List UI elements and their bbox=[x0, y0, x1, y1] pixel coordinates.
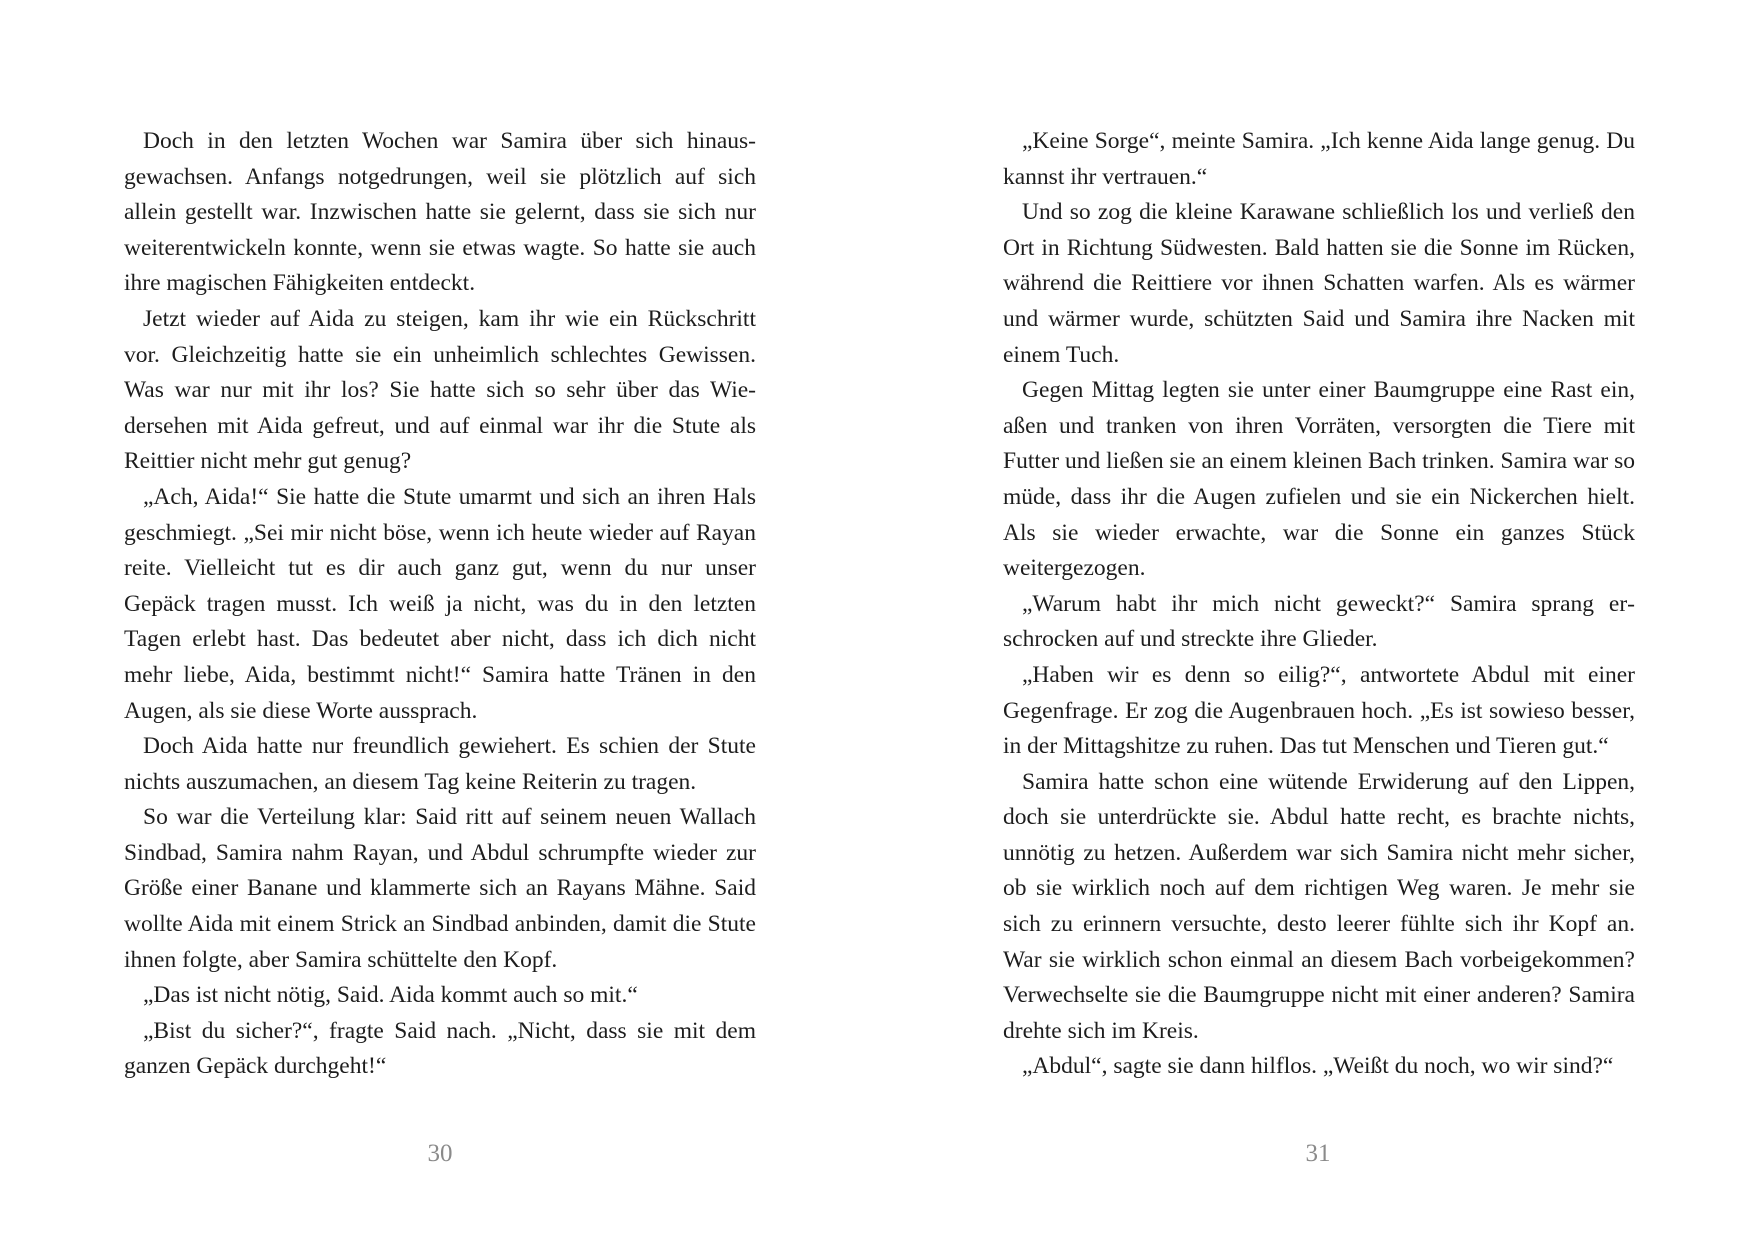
left-paragraph-7: „Bist du sicher?“, fragte Said nach. „Nicht, dass sie mit dem ganzen Gepäck durchgeht!“ bbox=[124, 1017, 756, 1080]
right-page bbox=[1003, 124, 1635, 1085]
left-paragraph-6: „Das ist nicht nötig, Said. Aida kommt auch so mit.“ bbox=[143, 982, 638, 1009]
right-paragraph-4: „Warum habt ihr mich nicht geweckt?“ Samira sprang erschrocken auf und streckte ihre Glieder. bbox=[1003, 590, 1635, 653]
page-number-right: 31 bbox=[1305, 1140, 1331, 1167]
left-paragraph-1: Doch in den letzten Wochen war Samira über sich hinausgewachsen. Anfangs notgedrungen, weil sie plötzlich auf sich allein gestellt war. Inzwischen hatte sie gelernt, dass sie sich nur weiterentwickeln konnte, wenn sie etwas wagte. So hatte sie auch ihre magischen Fähigkeiten entdeckt. bbox=[124, 128, 756, 297]
right-paragraph-7: „Abdul“, sagte sie dann hilflos. „Weißt du noch, wo wir sind?“ bbox=[1022, 1053, 1614, 1080]
left-paragraph-3: „Ach, Aida!“ Sie hatte die Stute umarmt und sich an ihren Hals geschmiegt. „Sei mir nicht böse, wenn ich heute wieder auf Rayan reite. Vielleicht tut es dir auch ganz gut, wenn du nur unser Gepäck tragen musst. Ich weiß ja nicht, was du in den letzten Tagen erlebt hast. Das bedeutet aber nicht, dass ich dich nicht mehr liebe, Aida, bestimmt nicht!“ Samira hatte Tränen in den Augen, als sie diese Worte aussprach. bbox=[124, 483, 756, 724]
right-paragraph-6: Samira hatte schon eine wütende Erwiderung auf den Lippen, doch sie unterdrückte sie. Abdul hatte recht, es brachte nichts, unnötig zu hetzen. Außerdem war sich Samira nicht mehr sicher, ob sie wirklich noch auf dem richtigen Weg waren. Je mehr sie sich zu erinnern versuchte, desto leerer fühlte sich ihr Kopf an. War sie wirklich schon einmal an diesem Bach vorbeigekommen? Verwechselte sie die Baumgruppe nicht mit einer anderen? Samira drehte sich im Kreis. bbox=[1003, 768, 1635, 1044]
right-paragraph-3: Gegen Mittag legten sie unter einer Baumgruppe eine Rast ein, aßen und tranken von ihren Vorräten, versorgten die Tiere mit Futter und ließen sie an einem kleinen Bach trinken. Samira war so müde, dass ihr die Augen zufielen und sie ein Nickerchen hielt. Als sie wieder erwachte, war die Sonne ein ganzes Stück weitergezogen. bbox=[1003, 377, 1635, 582]
left-paragraph-5: So war die Verteilung klar: Said ritt auf seinem neuen Wallach Sindbad, Samira nahm Rayan, und Abdul schrumpfte wieder zur Größe einer Banane und klammerte sich an Rayans Mähne. Said wollte Aida mit einem Strick an Sindbad anbinden, damit die Stute ihnen folgte, aber Samira schüttelte den Kopf. bbox=[124, 804, 756, 973]
page-number-left: 30 bbox=[427, 1140, 453, 1167]
left-paragraph-4: Doch Aida hatte nur freundlich gewiehert. Es schien der Stute nichts auszumachen, an diesem Tag keine Reiterin zu tragen. bbox=[124, 733, 756, 795]
right-paragraph-5: „Haben wir es denn so eilig?“, antwortete Abdul mit einer Gegenfrage. Er zog die Augenbrauen hoch. „Es ist sowieso besser, in der Mittagshitze zu ruhen. Das tut Menschen und Tieren gut.“ bbox=[1003, 661, 1635, 760]
left-paragraph-2: Jetzt wieder auf Aida zu steigen, kam ihr wie ein Rückschritt vor. Gleichzeitig hatte sie ein unheimlich schlechtes Gewissen. Was war nur mit ihr los? Sie hatte sich so sehr über das Wiedersehen mit Aida gefreut, und auf einmal war ihr die Stute als Reittier nicht mehr gut genug? bbox=[124, 305, 756, 475]
right-paragraph-1: „Keine Sorge“, meinte Samira. „Ich kenne Aida lange genug. Du kannst ihr vertrauen.“ bbox=[1003, 128, 1635, 190]
right-paragraph-2: Und so zog die kleine Karawane schließlich los und verließ den Ort in Richtung Südwesten. Bald hatten sie die Sonne im Rücken, während die Reittiere vor ihnen Schatten warfen. Als es wärmer und wärmer wurde, schützten Said und Samira ihre Nacken mit einem Tuch. bbox=[1003, 199, 1635, 368]
left-page bbox=[124, 124, 756, 1085]
